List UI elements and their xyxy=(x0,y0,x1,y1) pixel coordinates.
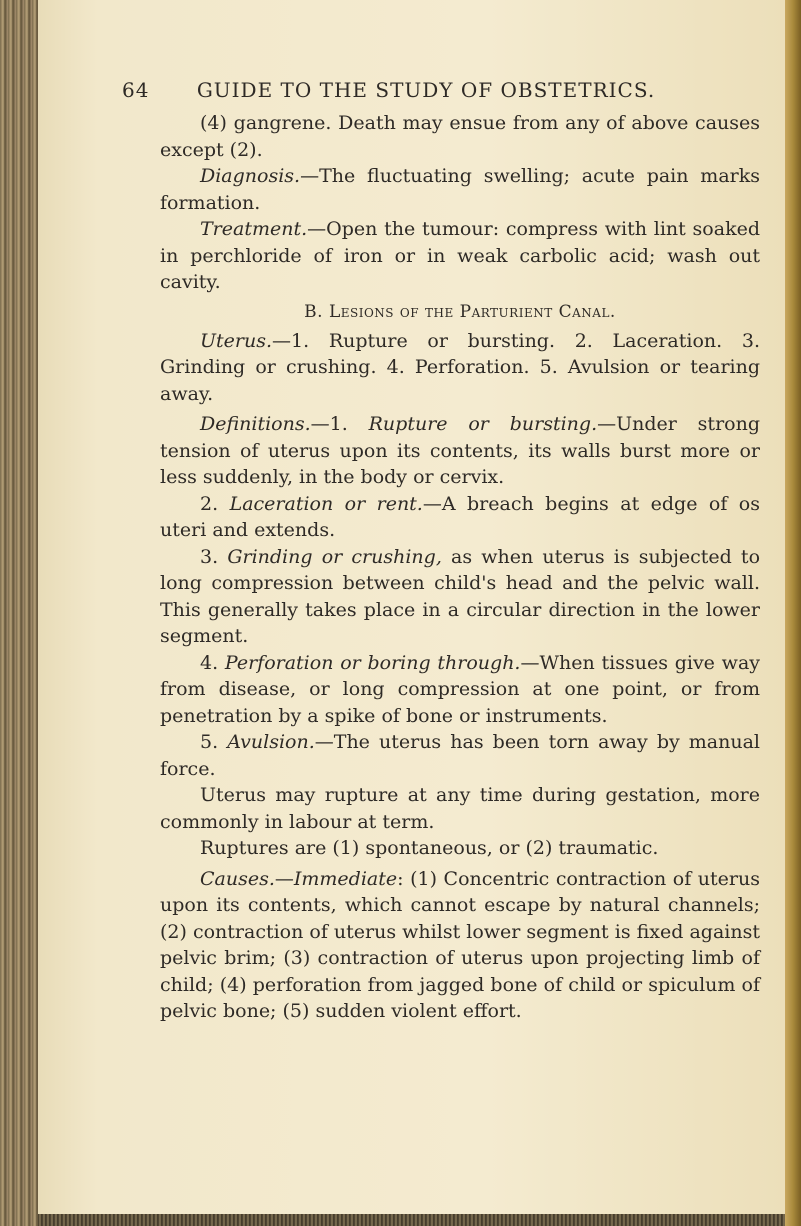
definition-2-text: —A breach begins at edge of os uteri and extends. xyxy=(160,492,760,541)
paragraph-treatment xyxy=(160,216,760,296)
page-number: 64 xyxy=(122,78,150,102)
definition-1-number: —1. xyxy=(310,413,369,435)
section-heading: B. Lesions of the Parturient Canal. xyxy=(304,301,616,322)
definition-5-number: 5. xyxy=(200,731,228,753)
definition-4-number: 4. xyxy=(200,651,225,674)
page-bottom-edge xyxy=(38,1214,785,1226)
definition-4-term: Perforation or boring through. xyxy=(224,651,521,674)
causes-label: Causes. xyxy=(200,867,275,890)
immediate-label: Immediate xyxy=(293,867,398,890)
paragraph-diagnosis xyxy=(160,163,760,216)
diagnosis-label: Diagnosis. xyxy=(200,165,301,187)
uterus-text: —1. Rupture or bursting. 2. Laceration. 3. Grinding or crushing. 4. Perforation. 5. Avulsion or tearing away. xyxy=(160,329,760,405)
causes-text: : (1) Concentric contraction of uterus upon its contents, which cannot escape by natural channels; (2) contraction of uterus whilst lower segment is fixed against pelvic brim; (3) contraction of uterus upon projecting limb of child; (4) perforation from jagged bone of child or spiculum of pelvic bone; (5) sudden violent effort. xyxy=(160,867,760,1022)
diagnosis-text: —The fluctuating swelling; acute pain marks formation. xyxy=(160,165,760,214)
definition-5-text: —The uterus has been torn away by manual force. xyxy=(160,731,761,780)
definitions-label: Definitions. xyxy=(200,413,311,435)
definition-3-term: Grinding or crushing, xyxy=(227,545,442,568)
page-body xyxy=(160,110,760,1025)
treatment-label: Treatment. xyxy=(200,218,308,240)
paragraph-uterus xyxy=(160,328,760,408)
definition-4-text: —When tissues give way from disease, or long compression at one point, or from penetration by a spike of bone or instruments. xyxy=(160,651,761,727)
paragraph-definition-2 xyxy=(160,491,760,544)
paragraph-rupture-kinds: Ruptures are (1) spontaneous, or (2) traumatic. xyxy=(200,837,659,859)
paragraph-definition-4 xyxy=(160,650,760,730)
paragraph-definition-3 xyxy=(160,544,760,650)
paragraph-definition-1 xyxy=(160,411,760,491)
definition-1-text: —Under strong tension of uterus upon its contents, its walls burst more or less suddenly, in the body or cervix. xyxy=(160,413,760,488)
definition-5-term: Avulsion. xyxy=(227,731,315,753)
definition-3-text: as when uterus is subjected to long compression between child's head and the pelvic wall. This generally takes place in a circular direction in the lower segment. xyxy=(160,545,761,647)
causes-dash: — xyxy=(274,867,294,890)
definition-3-number: 3. xyxy=(200,545,228,568)
paragraph-causes xyxy=(160,866,760,1025)
uterus-label: Uterus. xyxy=(200,329,273,352)
running-header xyxy=(122,78,682,102)
book-gutter xyxy=(0,0,38,1226)
definition-1-term: Rupture or bursting. xyxy=(368,413,598,435)
definition-2-term: Laceration or rent. xyxy=(229,492,423,515)
paragraph-definition-5 xyxy=(160,729,760,782)
paragraph-gangrene: (4) gangrene. Death may ensue from any of above causes except (2). xyxy=(160,112,760,161)
running-title: GUIDE TO THE STUDY OF OBSTETRICS. xyxy=(196,78,656,102)
book-edge xyxy=(785,0,801,1226)
definition-2-number: 2. xyxy=(200,492,230,515)
paragraph-rupture-time: Uterus may rupture at any time during gestation, more commonly in labour at term. xyxy=(160,784,760,833)
treatment-text: —Open the tumour: compress with lint soaked in perchloride of iron or in weak carbolic acid; wash out cavity. xyxy=(160,218,760,293)
